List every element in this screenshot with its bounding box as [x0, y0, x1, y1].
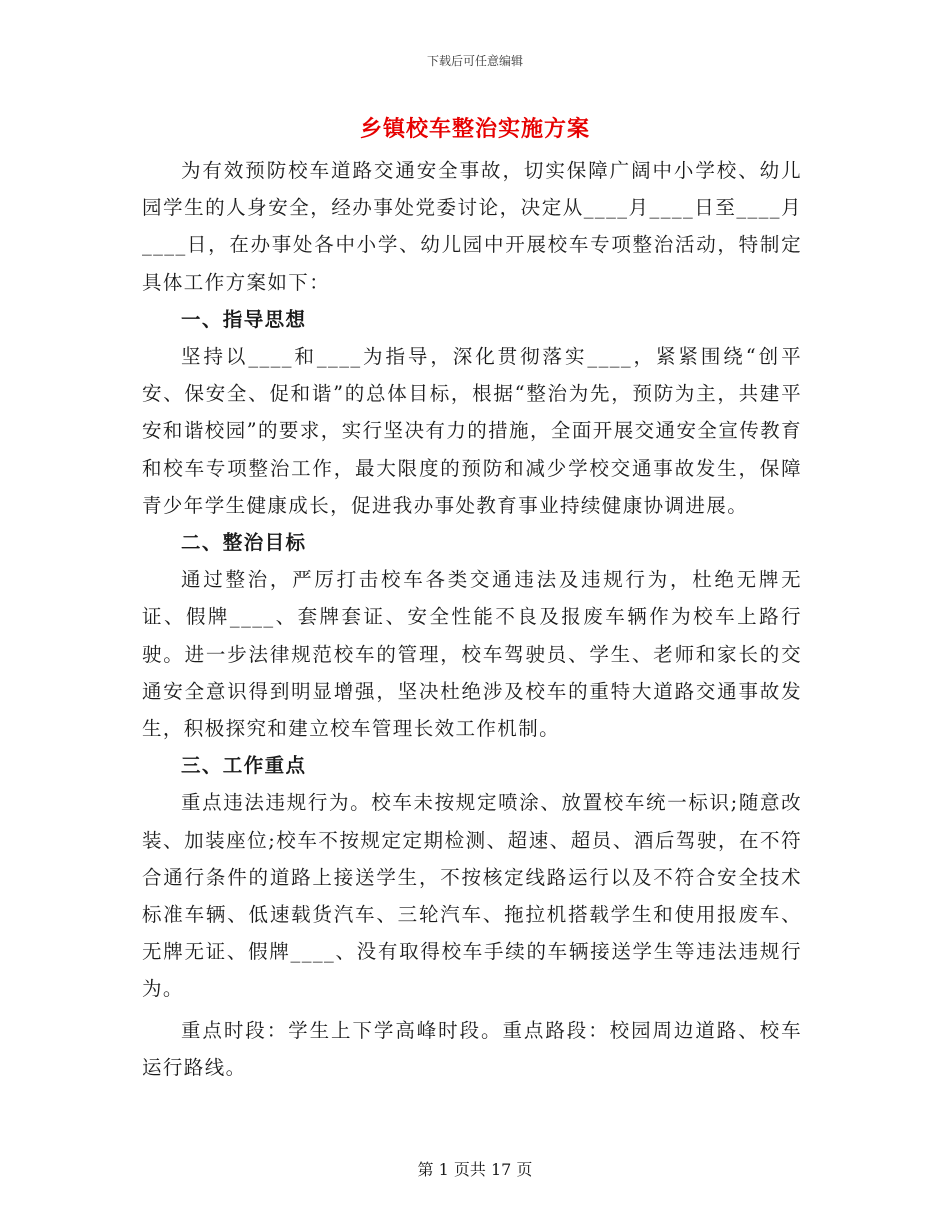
- section-paragraph-key-periods: 重点时段：学生上下学高峰时段。重点路段：校园周边道路、校车运行路线。: [142, 1018, 802, 1079]
- document-title: 乡镇校车整治实施方案: [359, 117, 590, 142]
- intro-paragraph: 为有效预防校车道路交通安全事故，切实保障广阔中小学校、幼儿园学生的人身安全，经办事处党委讨论，决定从____月____日至____月____日，在办事处各中小学、幼儿园中开展校车专项整治活动，特制定具体工作方案如下：: [142, 159, 802, 294]
- header-note: 下载后可任意编辑: [426, 54, 523, 68]
- section-heading-guiding-ideology: 一、指导思想: [181, 307, 307, 331]
- section-paragraph-work-focus: 重点违法违规行为。校车未按规定喷涂、放置校车统一标识;随意改装、加装座位;校车不按规定定期检测、超速、超员、酒后驾驶，在不符合通行条件的道路上接送学生，不按核定线路运行以及不符合安全技术标准车辆、低速载货汽车、三轮汽车、拖拉机搭载学生和使用报废车、无牌无证、假牌____、没有取得校车手续的车辆接送学生等违法违规行为。: [142, 791, 802, 1001]
- section-heading-goals: 二、整治目标: [181, 531, 307, 555]
- section-paragraph-goals: 通过整治，严厉打击校车各类交通违法及违规行为，杜绝无牌无证、假牌____、套牌套证、安全性能不良及报废车辆作为校车上路行驶。进一步法律规范校车的管理，校车驾驶员、学生、老师和家长的交通安全意识得到明显增强，坚决杜绝涉及校车的重特大道路交通事故发生，积极探究和建立校车管理长效工作机制。: [142, 568, 802, 741]
- section-heading-work-focus: 三、工作重点: [181, 754, 307, 778]
- document-body: [142, 152, 802, 1086]
- section-paragraph-guiding-ideology: 坚持以____和____为指导，深化贯彻落实____，紧紧围绕“创平安、保安全、促和谐”的总体目标，根据“整治为先，预防为主，共建平安和谐校园”的要求，实行坚决有力的措施，全面开展交通安全宣传教育和校车专项整治工作，最大限度的预防和减少学校交通事故发生，保障青少年学生健康成长，促进我办事处教育事业持续健康协调进展。: [142, 345, 802, 517]
- page-number-footer: 第 1 页共 17 页: [417, 1160, 533, 1179]
